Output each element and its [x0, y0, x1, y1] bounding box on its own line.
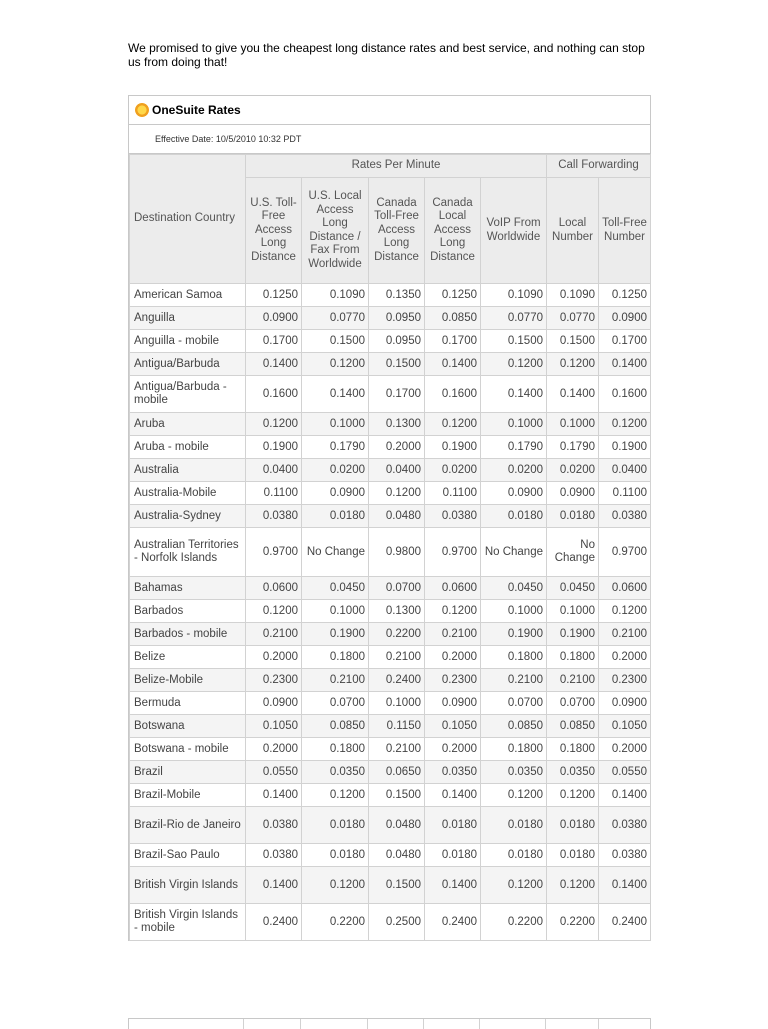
rate-cell: 0.1600 [425, 376, 481, 413]
rate-cell: 0.0180 [425, 807, 481, 844]
destination-cell: Brazil [130, 761, 246, 784]
rate-cell: 0.1200 [547, 353, 599, 376]
rate-cell: 0.0770 [302, 307, 369, 330]
rate-cell: 0.2400 [369, 669, 425, 692]
rate-cell: 0.1500 [369, 867, 425, 904]
header-call-forwarding: Call Forwarding [547, 155, 651, 178]
rate-cell: 0.0850 [425, 307, 481, 330]
rate-cell: 0.1400 [425, 867, 481, 904]
destination-cell: Australia-Mobile [130, 482, 246, 505]
rate-cell: 0.1050 [246, 715, 302, 738]
rate-cell: 0.2100 [369, 738, 425, 761]
rate-cell: 0.0850 [481, 715, 547, 738]
rate-cell: 0.0400 [599, 459, 651, 482]
rate-cell: 0.1300 [369, 600, 425, 623]
rate-cell: 0.1200 [481, 867, 547, 904]
rate-cell: 0.1350 [369, 284, 425, 307]
destination-cell: Botswana [130, 715, 246, 738]
destination-cell: Australia-Sydney [130, 505, 246, 528]
rate-cell: 0.0600 [599, 577, 651, 600]
rate-cell: 0.0950 [369, 307, 425, 330]
rate-cell: 0.0900 [599, 692, 651, 715]
rate-cell: 0.0380 [599, 505, 651, 528]
table-row [130, 807, 651, 844]
destination-cell: Anguilla - mobile [130, 330, 246, 353]
destination-cell: Botswana - mobile [130, 738, 246, 761]
rate-cell: 0.2000 [425, 738, 481, 761]
rate-cell: 0.0700 [547, 692, 599, 715]
rate-cell: 0.2100 [369, 646, 425, 669]
rate-cell: 0.1800 [302, 646, 369, 669]
rate-cell: 0.2000 [425, 646, 481, 669]
rate-cell: 0.1000 [481, 413, 547, 436]
table-row [130, 436, 651, 459]
table-row [130, 284, 651, 307]
rate-cell: 0.1700 [369, 376, 425, 413]
rate-cell: 0.1400 [599, 353, 651, 376]
table-row [130, 600, 651, 623]
rate-cell: 0.1050 [425, 715, 481, 738]
rate-cell: 0.1200 [302, 353, 369, 376]
table-row [130, 505, 651, 528]
rate-cell: 0.0200 [302, 459, 369, 482]
rate-cell: 0.1500 [481, 330, 547, 353]
rate-cell: No Change [481, 528, 547, 577]
rate-cell: 0.2300 [246, 669, 302, 692]
rate-cell: 0.2000 [599, 738, 651, 761]
rate-cell: 0.0650 [369, 761, 425, 784]
rate-cell: 0.0480 [369, 505, 425, 528]
rate-cell: 0.1500 [302, 330, 369, 353]
rate-cell: 0.0200 [547, 459, 599, 482]
rate-cell: 0.1100 [599, 482, 651, 505]
rate-cell: 0.1200 [302, 867, 369, 904]
rate-cell: 0.0600 [246, 577, 302, 600]
rate-cell: 0.0450 [481, 577, 547, 600]
table-row [130, 715, 651, 738]
table-row [130, 738, 651, 761]
rate-cell: 0.0350 [481, 761, 547, 784]
rate-cell: 0.0900 [302, 482, 369, 505]
panel-title: OneSuite Rates [152, 103, 241, 117]
rate-cell: 0.0900 [246, 692, 302, 715]
destination-cell: Australian Territories - Norfolk Islands [130, 528, 246, 577]
rate-cell: 0.0200 [481, 459, 547, 482]
rate-cell: 0.2000 [246, 738, 302, 761]
rate-cell: 0.1200 [302, 784, 369, 807]
rate-cell: 0.1700 [425, 330, 481, 353]
rate-cell: 0.1000 [547, 600, 599, 623]
rate-cell: 0.9700 [425, 528, 481, 577]
table-row [130, 482, 651, 505]
destination-cell: Brazil-Rio de Janeiro [130, 807, 246, 844]
rate-cell: 0.0180 [302, 505, 369, 528]
rate-cell: 0.1400 [425, 353, 481, 376]
rate-cell: 0.1200 [547, 867, 599, 904]
rate-cell: 0.0900 [425, 692, 481, 715]
rate-cell: 0.2100 [425, 623, 481, 646]
rate-cell: 0.0180 [481, 844, 547, 867]
rate-cell: 0.1050 [599, 715, 651, 738]
header-ca-local: Canada Local Access Long Distance [425, 178, 481, 284]
rate-cell: 0.1400 [246, 867, 302, 904]
destination-cell: Barbados - mobile [130, 623, 246, 646]
rate-cell: 0.0700 [302, 692, 369, 715]
rate-cell: 0.0450 [547, 577, 599, 600]
rate-cell: 0.1900 [425, 436, 481, 459]
destination-cell: British Virgin Islands [130, 867, 246, 904]
rate-cell: 0.1090 [547, 284, 599, 307]
rate-cell: 0.1090 [302, 284, 369, 307]
rate-cell: 0.0850 [302, 715, 369, 738]
table-row [130, 528, 651, 577]
header-rates-per-minute: Rates Per Minute [246, 155, 547, 178]
rate-cell: 0.1000 [481, 600, 547, 623]
rate-cell: 0.2100 [481, 669, 547, 692]
rate-cell: 0.0770 [481, 307, 547, 330]
rate-cell: 0.1500 [547, 330, 599, 353]
table-row [130, 692, 651, 715]
table-row [130, 330, 651, 353]
header-us-local: U.S. Local Access Long Distance / Fax From Worldwide [302, 178, 369, 284]
table-row [130, 413, 651, 436]
rate-cell: 0.1800 [547, 738, 599, 761]
rate-cell: 0.1400 [481, 376, 547, 413]
rate-cell: 0.0180 [302, 807, 369, 844]
rate-cell: 0.1900 [302, 623, 369, 646]
rate-cell: 0.2500 [369, 904, 425, 941]
rate-cell: 0.1790 [547, 436, 599, 459]
rate-cell: 0.1600 [599, 376, 651, 413]
rate-cell: 0.0180 [547, 807, 599, 844]
rate-cell: 0.1100 [425, 482, 481, 505]
rate-cell: 0.1250 [599, 284, 651, 307]
rate-cell: 0.0900 [599, 307, 651, 330]
table-row [130, 904, 651, 941]
rate-cell: 0.1500 [369, 784, 425, 807]
rate-cell: 0.1400 [599, 784, 651, 807]
rate-cell: 0.0700 [369, 577, 425, 600]
table-row [130, 784, 651, 807]
rate-cell: 0.1000 [369, 692, 425, 715]
rate-cell: 0.1000 [547, 413, 599, 436]
rate-cell: 0.0850 [547, 715, 599, 738]
rate-cell: 0.0380 [246, 844, 302, 867]
destination-cell: American Samoa [130, 284, 246, 307]
rate-cell: 0.0700 [481, 692, 547, 715]
rate-cell: 0.0180 [547, 844, 599, 867]
rate-cell: 0.0350 [302, 761, 369, 784]
rate-cell: 0.1900 [246, 436, 302, 459]
destination-cell: Australia [130, 459, 246, 482]
rate-cell: 0.9700 [599, 528, 651, 577]
table-row [130, 761, 651, 784]
rate-cell: No Change [302, 528, 369, 577]
table-row [130, 459, 651, 482]
rate-cell: 0.1200 [599, 413, 651, 436]
rate-cell: 0.0380 [599, 807, 651, 844]
rate-cell: 0.1500 [369, 353, 425, 376]
rate-cell: 0.1400 [599, 867, 651, 904]
rate-cell: 0.2100 [547, 669, 599, 692]
rate-cell: 0.1790 [481, 436, 547, 459]
destination-cell: Antigua/Barbuda [130, 353, 246, 376]
rate-cell: 0.0180 [302, 844, 369, 867]
rate-cell: 0.1000 [302, 600, 369, 623]
destination-cell: Bermuda [130, 692, 246, 715]
rate-cell: 0.0480 [369, 844, 425, 867]
rate-cell: 0.0950 [369, 330, 425, 353]
rate-cell: 0.1200 [547, 784, 599, 807]
rate-cell: 0.1200 [481, 353, 547, 376]
destination-cell: Brazil-Sao Paulo [130, 844, 246, 867]
rate-cell: 0.9700 [246, 528, 302, 577]
rate-cell: 0.1800 [481, 646, 547, 669]
rate-cell: 0.1200 [481, 784, 547, 807]
destination-cell: Aruba - mobile [130, 436, 246, 459]
header-local-number: Local Number [547, 178, 599, 284]
table-row [130, 577, 651, 600]
rate-cell: 0.2000 [246, 646, 302, 669]
rates-panel [128, 95, 651, 941]
rate-cell: 0.1900 [547, 623, 599, 646]
rate-cell: 0.0400 [246, 459, 302, 482]
rate-cell: 0.0450 [302, 577, 369, 600]
rate-cell: 0.0600 [425, 577, 481, 600]
destination-cell: Belize-Mobile [130, 669, 246, 692]
table-row [130, 307, 651, 330]
rate-cell: 0.0180 [481, 505, 547, 528]
rate-cell: 0.1100 [246, 482, 302, 505]
rate-cell: 0.1790 [302, 436, 369, 459]
destination-cell: Antigua/Barbuda - mobile [130, 376, 246, 413]
table-row [130, 353, 651, 376]
rate-cell: 0.1700 [246, 330, 302, 353]
rate-cell: 0.0400 [369, 459, 425, 482]
rate-cell: 0.1200 [246, 413, 302, 436]
rate-cell: 0.1900 [481, 623, 547, 646]
header-us-tollfree: U.S. Toll-Free Access Long Distance [246, 178, 302, 284]
rate-cell: 0.1800 [547, 646, 599, 669]
rate-cell: 0.1000 [302, 413, 369, 436]
rate-cell: 0.1200 [599, 600, 651, 623]
rate-cell: 0.1700 [599, 330, 651, 353]
rate-cell: 0.2200 [302, 904, 369, 941]
destination-cell: British Virgin Islands - mobile [130, 904, 246, 941]
table-row [130, 623, 651, 646]
rate-cell: 0.2200 [369, 623, 425, 646]
rate-cell: 0.0480 [369, 807, 425, 844]
rate-cell: 0.1600 [246, 376, 302, 413]
effective-date: Effective Date: 10/5/2010 10:32 PDT [129, 125, 650, 154]
header-destination: Destination Country [130, 155, 246, 284]
table-row [130, 669, 651, 692]
rate-cell: 0.1400 [547, 376, 599, 413]
rate-cell: 0.2400 [246, 904, 302, 941]
rate-cell: 0.1800 [302, 738, 369, 761]
rate-cell: 0.1400 [246, 784, 302, 807]
rate-cell: 0.2200 [547, 904, 599, 941]
destination-cell: Anguilla [130, 307, 246, 330]
table-row [130, 376, 651, 413]
rate-cell: 0.1250 [246, 284, 302, 307]
table-row [130, 646, 651, 669]
rate-cell: 0.0180 [547, 505, 599, 528]
rate-cell: 0.1400 [246, 353, 302, 376]
sun-icon [135, 103, 149, 117]
panel-title-row [129, 96, 650, 125]
rate-cell: 0.2000 [369, 436, 425, 459]
rates-table [129, 154, 651, 941]
rate-cell: 0.0380 [246, 807, 302, 844]
destination-cell: Bahamas [130, 577, 246, 600]
rate-cell: 0.2200 [481, 904, 547, 941]
rate-cell: 0.1300 [369, 413, 425, 436]
rate-cell: 0.1200 [425, 413, 481, 436]
rate-cell: 0.0770 [547, 307, 599, 330]
rate-cell: 0.0200 [425, 459, 481, 482]
rate-cell: 0.2400 [425, 904, 481, 941]
header-ca-tollfree: Canada Toll-Free Access Long Distance [369, 178, 425, 284]
rate-cell: 0.0180 [425, 844, 481, 867]
rate-cell: 0.1200 [369, 482, 425, 505]
rate-cell: 0.1400 [302, 376, 369, 413]
destination-cell: Aruba [130, 413, 246, 436]
rate-cell: 0.0900 [246, 307, 302, 330]
table-row [130, 867, 651, 904]
rate-cell: 0.2100 [302, 669, 369, 692]
rate-cell: 0.1200 [425, 600, 481, 623]
rate-cell: 0.1200 [246, 600, 302, 623]
rate-cell: 0.9800 [369, 528, 425, 577]
table-row [130, 844, 651, 867]
rate-cell: 0.1400 [425, 784, 481, 807]
header-tollfree-number: Toll-Free Number [599, 178, 651, 284]
rate-cell: 0.0380 [246, 505, 302, 528]
rate-cell: 0.1250 [425, 284, 481, 307]
rate-cell: 0.2300 [599, 669, 651, 692]
rate-cell: 0.0350 [425, 761, 481, 784]
destination-cell: Brazil-Mobile [130, 784, 246, 807]
rate-cell: 0.2100 [246, 623, 302, 646]
rate-cell: 0.0380 [425, 505, 481, 528]
destination-cell: Barbados [130, 600, 246, 623]
rate-cell: 0.2400 [599, 904, 651, 941]
rate-cell: 0.1090 [481, 284, 547, 307]
rate-cell: 0.2100 [599, 623, 651, 646]
rate-cell: 0.1800 [481, 738, 547, 761]
rate-cell: 0.0350 [547, 761, 599, 784]
rate-cell: 0.0900 [547, 482, 599, 505]
rate-cell: 0.0550 [246, 761, 302, 784]
rate-cell: 0.2300 [425, 669, 481, 692]
rate-cell: 0.0550 [599, 761, 651, 784]
rate-cell: 0.1150 [369, 715, 425, 738]
rate-cell: No Change [547, 528, 599, 577]
rate-cell: 0.0900 [481, 482, 547, 505]
header-voip: VoIP From Worldwide [481, 178, 547, 284]
rate-cell: 0.0180 [481, 807, 547, 844]
rate-cell: 0.0380 [599, 844, 651, 867]
rate-cell: 0.2000 [599, 646, 651, 669]
intro-text: We promised to give you the cheapest long distance rates and best service, and nothing can stop us from doing that! [128, 41, 645, 69]
rate-cell: 0.1900 [599, 436, 651, 459]
destination-cell: Belize [130, 646, 246, 669]
